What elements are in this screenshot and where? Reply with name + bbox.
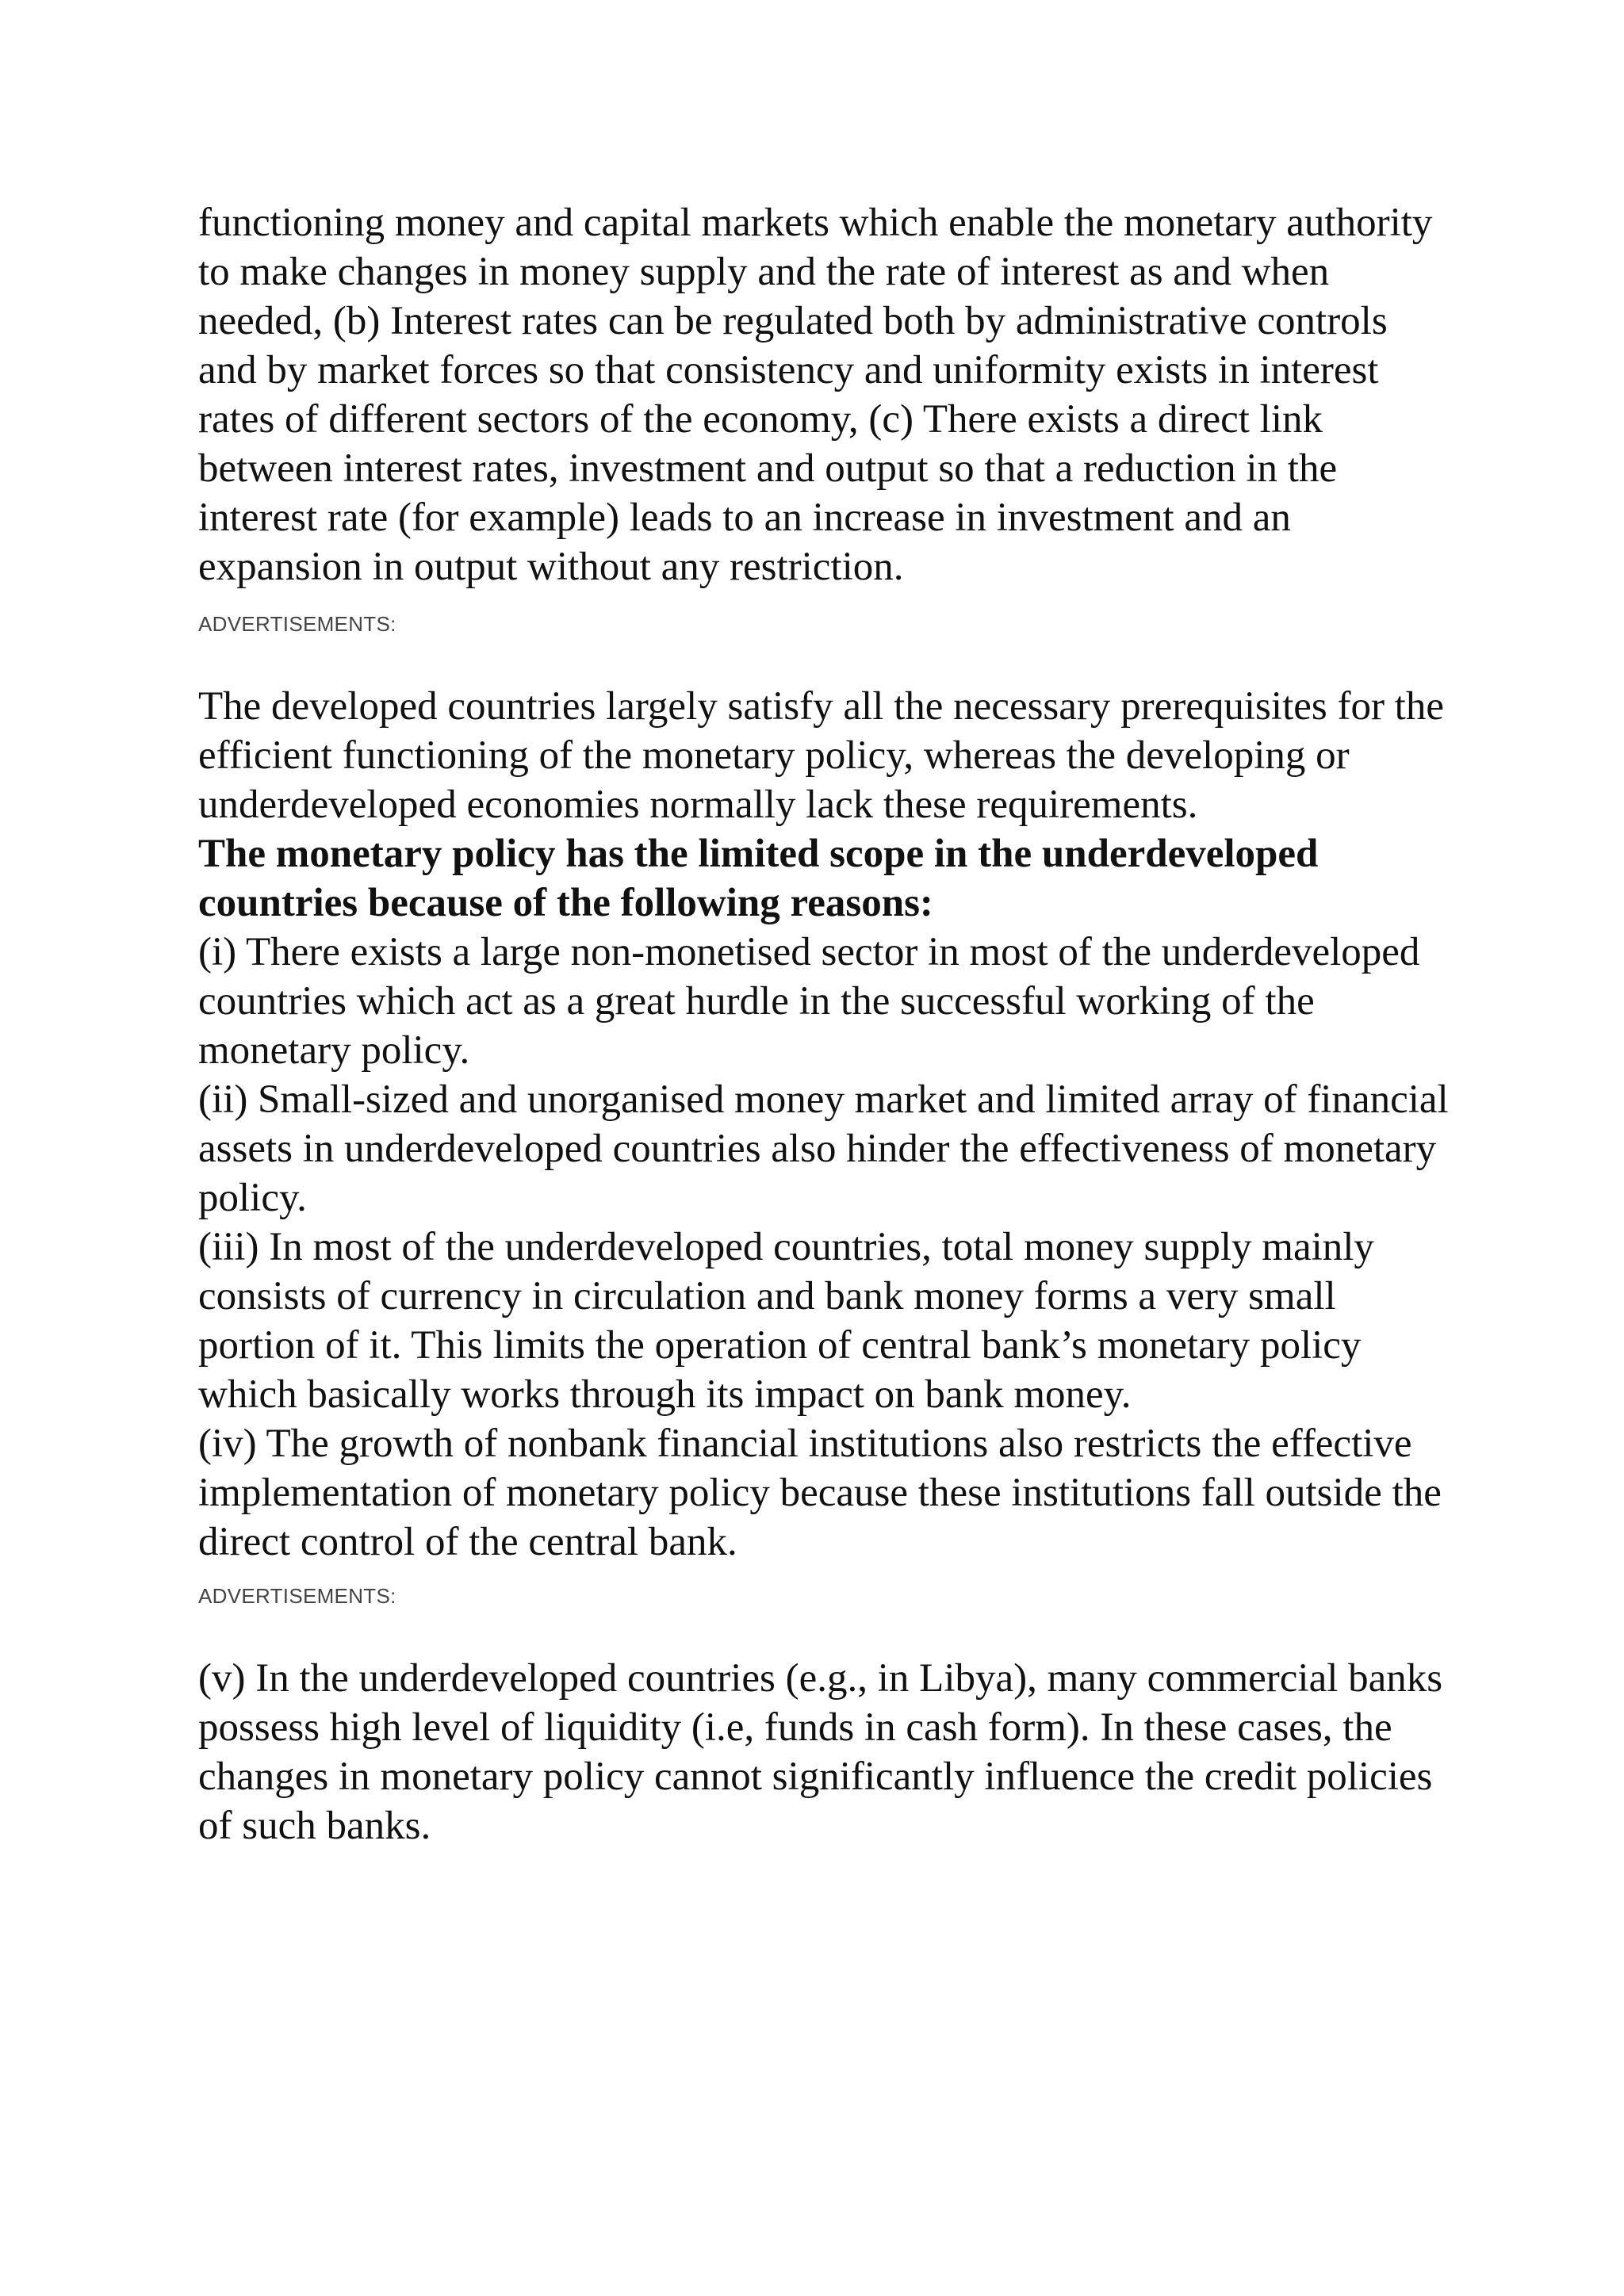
document-body bbox=[198, 198, 1451, 1850]
list-item-v: (v) In the underdeveloped countries (e.g., in Libya), many commercial banks possess high level of liquidity (i.e, funds in cash form). In these cases, the changes in monetary policy cannot significantly influence the credit policies of such banks. bbox=[198, 1656, 1443, 1848]
list-item-i: (i) There exists a large non-monetised sector in most of the underdeveloped countries which act as a great hurdle in the successful working of the monetary policy. bbox=[198, 930, 1420, 1073]
section-heading-limited-scope: The monetary policy has the limited scope in the underdeveloped countries because of the following reasons: bbox=[198, 832, 1319, 925]
list-item-iv: (iv) The growth of nonbank financial institutions also restricts the effective implementation of monetary policy because these institutions fall outside the direct control of the central bank. bbox=[198, 1422, 1442, 1564]
advertisements-label: ADVERTISEMENTS: bbox=[198, 1584, 396, 1608]
list-item-ii: (ii) Small-sized and unorganised money market and limited array of financial assets in underdeveloped countries also hinder the effectiveness of monetary policy. bbox=[198, 1077, 1449, 1220]
advertisements-label: ADVERTISEMENTS: bbox=[198, 612, 396, 636]
paragraph-developed-countries: The developed countries largely satisfy all the necessary prerequisites for the efficient functioning of the monetary policy, whereas the developing or underdeveloped economies normally lack these requirements. bbox=[198, 684, 1444, 827]
list-item-iii: (iii) In most of the underdeveloped countries, total money supply mainly consists of currency in circulation and bank money forms a very small portion of it. This limits the operation of central bank’s monetary policy which basically works through its impact on bank money. bbox=[198, 1225, 1374, 1417]
paragraph-prerequisites-continued: functioning money and capital markets which enable the monetary authority to make changes in money supply and the rate of interest as and when needed, (b) Interest rates can be regulated both by administrative controls and by market forces so that consistency and uniformity exists in interest rates of different sectors of the economy, (c) There exists a direct link between interest rates, investment and output so that a reduction in the interest rate (for example) leads to an increase in investment and an expansion in output without any restriction. bbox=[198, 201, 1433, 589]
